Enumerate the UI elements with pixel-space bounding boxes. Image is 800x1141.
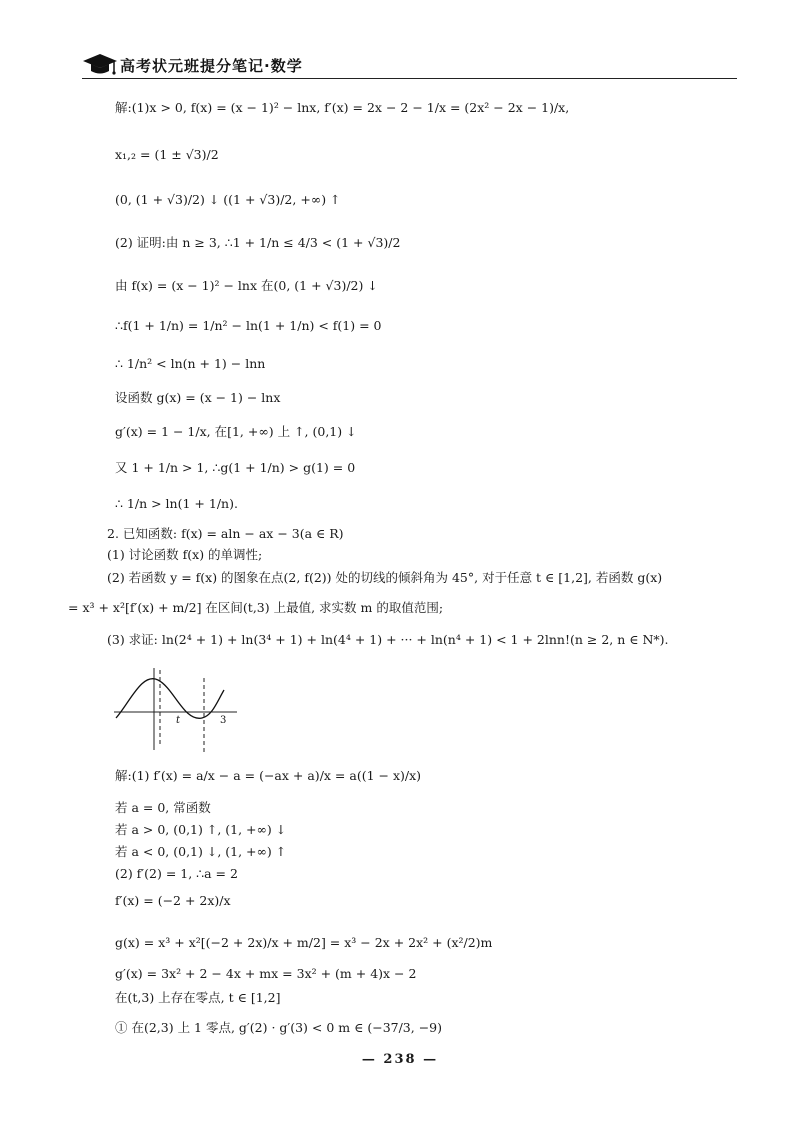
text-line: g′(x) = 1 − 1/x, 在[1, +∞) 上 ↑, (0,1) ↓ — [115, 424, 357, 439]
text-line: (2) 若函数 y = f(x) 的图象在点(2, f(2)) 处的切线的倾斜角为 45°, 对于任意 t ∈ [1,2], 若函数 g(x) — [107, 570, 663, 585]
header-rule — [82, 78, 737, 79]
text-line: ∴ 1/n² < ln(n + 1) − lnn — [115, 356, 266, 371]
text-line: 解:(1) f′(x) = a/x − a = (−ax + a)/x = a((1 − x)/x) — [115, 768, 422, 783]
text-line: g′(x) = 3x² + 2 − 4x + mx = 3x² + (m + 4)x − 2 — [115, 966, 417, 981]
text-line: = x³ + x²[f′(x) + m/2] 在区间(t,3) 上最值, 求实数 m 的取值范围; — [68, 600, 444, 615]
text-line: ① 在(2,3) 上 1 零点, g′(2) · g′(3) < 0 m ∈ (−37/3, −9) — [115, 1020, 443, 1035]
page-number: — 238 — — [361, 1052, 439, 1067]
function-graph-figure — [112, 660, 247, 755]
text-line: 若 a < 0, (0,1) ↓, (1, +∞) ↑ — [115, 844, 287, 859]
page-header — [82, 50, 737, 80]
text-line: x₁,₂ = (1 ± √3)/2 — [115, 147, 219, 162]
graduation-cap-icon — [82, 50, 118, 78]
text-line: (2) 证明:由 n ≥ 3, ∴1 + 1/n ≤ 4/3 < (1 + √3)/2 — [115, 235, 401, 250]
text-line: g(x) = x³ + x²[(−2 + 2x)/x + m/2] = x³ − 2x + 2x² + (x²/2)m — [115, 935, 493, 950]
text-line: 设函数 g(x) = (x − 1) − lnx — [115, 390, 281, 405]
label-3: 3 — [220, 715, 227, 726]
text-line: ∴ 1/n > ln(1 + 1/n). — [115, 496, 238, 511]
text-line: ∴f(1 + 1/n) = 1/n² − ln(1 + 1/n) < f(1) = 0 — [115, 318, 382, 333]
text-line: 在(t,3) 上存在零点, t ∈ [1,2] — [115, 990, 281, 1005]
text-line: 解:(1)x > 0, f(x) = (x − 1)² − lnx, f′(x) = 2x − 2 − 1/x = (2x² − 2x − 1)/x, — [115, 100, 570, 115]
text-line: 若 a > 0, (0,1) ↑, (1, +∞) ↓ — [115, 822, 287, 837]
label-t: t — [176, 715, 181, 726]
text-line: (2) f′(2) = 1, ∴a = 2 — [115, 866, 238, 881]
text-line: (3) 求证: ln(2⁴ + 1) + ln(3⁴ + 1) + ln(4⁴ + 1) + ··· + ln(n⁴ + 1) < 1 + 2lnn!(n ≥ 2, n ∈ N*). — [107, 632, 669, 647]
text-line: (1) 讨论函数 f(x) 的单调性; — [107, 547, 263, 562]
text-line: 又 1 + 1/n > 1, ∴g(1 + 1/n) > g(1) = 0 — [115, 460, 356, 475]
text-line: f′(x) = (−2 + 2x)/x — [115, 893, 231, 908]
text-line: (0, (1 + √3)/2) ↓ ((1 + √3)/2, +∞) ↑ — [115, 192, 341, 207]
text-line: 2. 已知函数: f(x) = aln − ax − 3(a ∈ R) — [107, 526, 344, 541]
header-title: 高考状元班提分笔记·数学 — [120, 57, 303, 75]
text-line: 由 f(x) = (x − 1)² − lnx 在(0, (1 + √3)/2) ↓ — [115, 278, 378, 293]
text-line: 若 a = 0, 常函数 — [115, 800, 211, 815]
